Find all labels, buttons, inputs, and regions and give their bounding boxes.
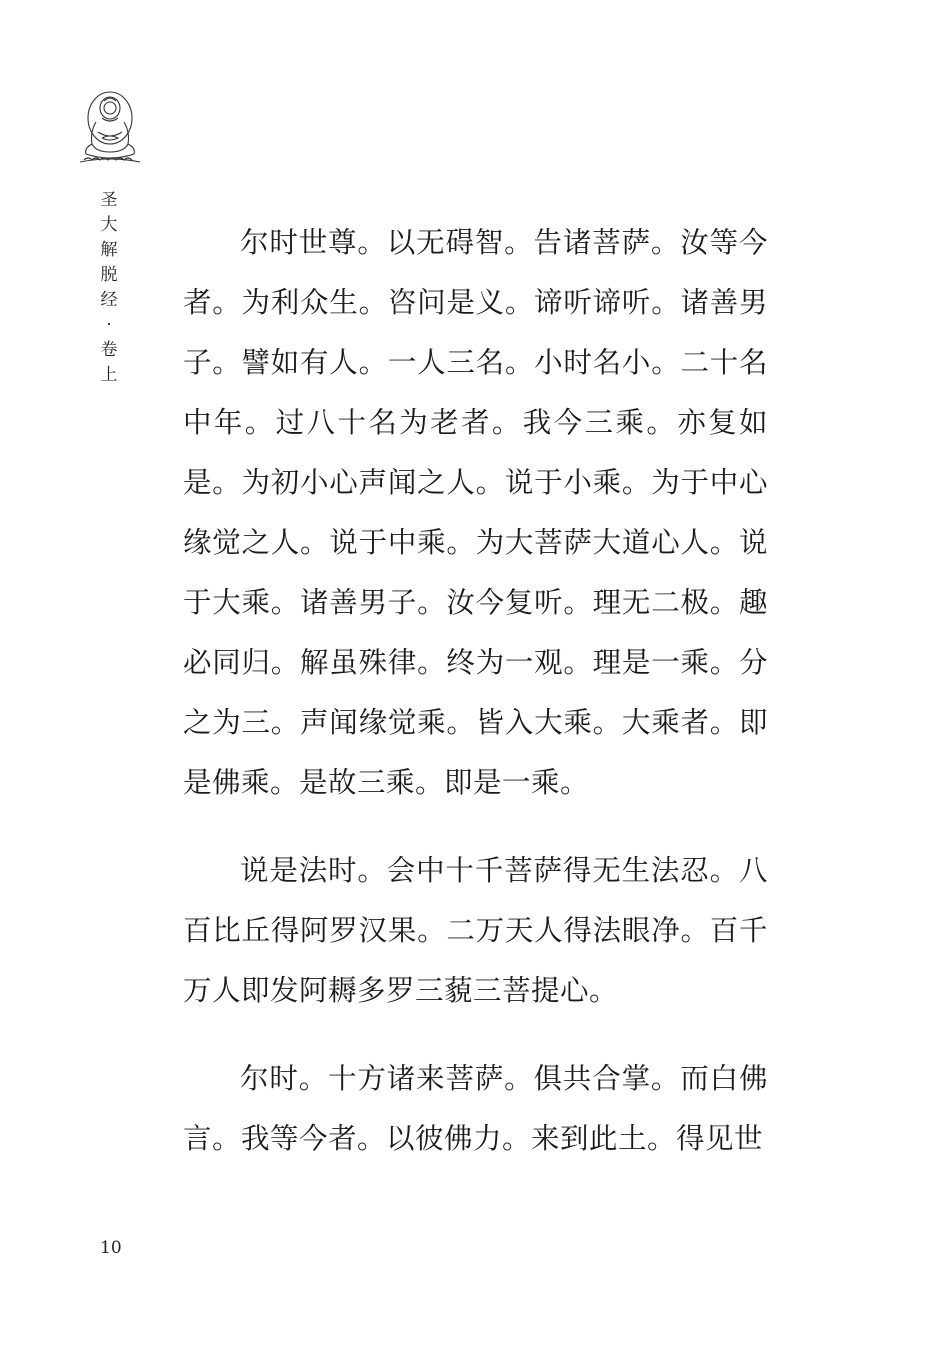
running-head-char: 上 bbox=[100, 365, 118, 385]
body-text bbox=[183, 213, 768, 1169]
running-head-char: 大 bbox=[100, 215, 118, 235]
running-head-char: 卷 bbox=[100, 340, 118, 360]
running-head-char: 经 bbox=[100, 290, 118, 310]
running-head-char: 圣 bbox=[100, 190, 118, 210]
page-number: 10 bbox=[100, 1238, 122, 1258]
running-head-char: · bbox=[106, 315, 112, 335]
seated-buddha-icon bbox=[74, 88, 146, 168]
paragraph: 尔时。十方诸来菩萨。俱共合掌。而白佛言。我等今者。以彼佛力。来到此土。得见世 bbox=[183, 1062, 768, 1155]
running-head bbox=[96, 188, 122, 388]
paragraph: 说是法时。会中十千菩萨得无生法忍。八百比丘得阿罗汉果。二万天人得法眼净。百千万人即发阿耨多罗三藐三菩提心。 bbox=[183, 854, 768, 1007]
running-head-char: 脱 bbox=[100, 265, 118, 285]
running-head-char: 解 bbox=[100, 240, 118, 260]
paragraph: 尔时世尊。以无碍智。告诸菩萨。汝等今者。为利众生。咨问是义。谛听谛听。诸善男子。譬如有人。一人三名。小时名小。二十名中年。过八十名为老者。我今三乘。亦复如是。为初小心声闻之人。说于小乘。为于中心缘觉之人。说于中乘。为大菩萨大道心人。说于大乘。诸善男子。汝今复听。理无二极。趣必同归。解虽殊律。终为一观。理是一乘。分之为三。声闻缘觉乘。皆入大乘。大乘者。即是佛乘。是故三乘。即是一乘。 bbox=[183, 226, 768, 799]
